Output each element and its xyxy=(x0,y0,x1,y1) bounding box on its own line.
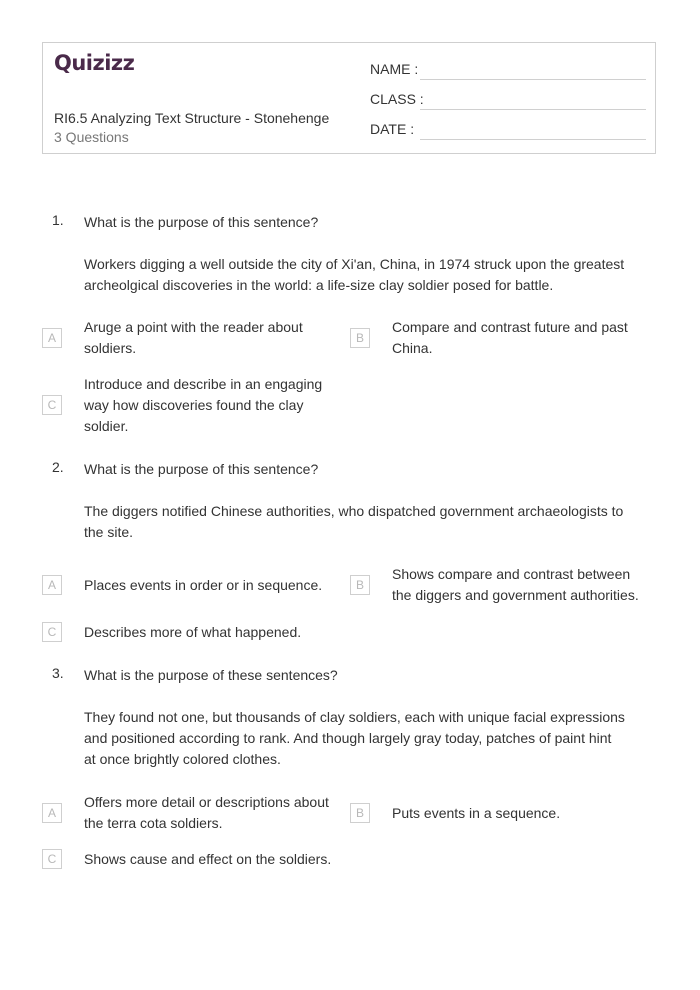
option-line: soldier. xyxy=(84,418,129,434)
option-line: way how discoveries found the clay xyxy=(84,397,304,413)
option-line: Shows cause and effect on the soldiers. xyxy=(84,851,332,867)
passage-line: archeolgical discoveries in the world: a life-size clay soldier posed for battle. xyxy=(84,277,554,293)
name-label: NAME : xyxy=(370,61,419,77)
option-line: Introduce and describe in an engaging xyxy=(84,376,323,392)
question-passage xyxy=(84,501,623,543)
question-count: 3 Questions xyxy=(54,129,129,145)
passage-line: the site. xyxy=(84,524,134,540)
class-field[interactable] xyxy=(420,109,646,110)
question-prompt: What is the purpose of this sentence? xyxy=(84,461,319,477)
option-line: soldiers. xyxy=(84,340,137,356)
option-line: the diggers and government authorities. xyxy=(392,587,639,603)
date-label: DATE : xyxy=(370,121,415,137)
worksheet-title: RI6.5 Analyzing Text Structure - Stonehenge xyxy=(54,110,330,126)
option-line: Describes more of what happened. xyxy=(84,624,302,640)
question-number: 2. xyxy=(52,459,64,475)
question-passage xyxy=(84,254,624,296)
option-c-text xyxy=(84,849,331,870)
option-line: China. xyxy=(392,340,433,356)
option-a-text xyxy=(84,575,322,596)
option-line: Puts events in a sequence. xyxy=(392,805,561,821)
question-number: 1. xyxy=(52,212,64,228)
option-line: Compare and contrast future and past xyxy=(392,319,628,335)
quizizz-logo: Quizizz xyxy=(54,51,135,75)
option-b-text xyxy=(392,803,560,824)
option-c-text xyxy=(84,374,322,437)
date-field[interactable] xyxy=(420,139,646,140)
option-b-box[interactable]: B xyxy=(350,328,370,348)
worksheet-header xyxy=(42,42,656,154)
option-line: Aruge a point with the reader about xyxy=(84,319,303,335)
option-c-box[interactable]: C xyxy=(42,395,62,415)
option-a-text xyxy=(84,317,303,359)
option-a-box[interactable]: A xyxy=(42,328,62,348)
option-b-box[interactable]: B xyxy=(350,575,370,595)
option-line: Places events in order or in sequence. xyxy=(84,577,323,593)
question-prompt: What is the purpose of this sentence? xyxy=(84,214,319,230)
passage-line: at once brightly colored clothes. xyxy=(84,751,281,767)
option-line: Shows compare and contrast between xyxy=(392,566,631,582)
name-field[interactable] xyxy=(420,79,646,80)
class-label: CLASS : xyxy=(370,91,424,107)
option-line: Offers more detail or descriptions about xyxy=(84,794,329,810)
question-prompt: What is the purpose of these sentences? xyxy=(84,667,338,683)
option-c-box[interactable]: C xyxy=(42,622,62,642)
option-b-text xyxy=(392,317,628,359)
option-a-box[interactable]: A xyxy=(42,575,62,595)
question-passage xyxy=(84,707,625,770)
question-number: 3. xyxy=(52,665,64,681)
passage-line: Workers digging a well outside the city of Xi'an, China, in 1974 struck upon the greatest xyxy=(84,256,625,272)
passage-line: The diggers notified Chinese authorities, who dispatched government archaeologists to xyxy=(84,503,624,519)
passage-line: They found not one, but thousands of clay soldiers, each with unique facial expressions xyxy=(84,709,625,725)
option-a-text xyxy=(84,792,329,834)
option-b-text xyxy=(392,564,639,606)
option-line: the terra cota soldiers. xyxy=(84,815,223,831)
option-a-box[interactable]: A xyxy=(42,803,62,823)
option-c-text xyxy=(84,622,301,643)
option-c-box[interactable]: C xyxy=(42,849,62,869)
passage-line: and positioned according to rank. And though largely gray today, patches of paint hint xyxy=(84,730,612,746)
option-b-box[interactable]: B xyxy=(350,803,370,823)
